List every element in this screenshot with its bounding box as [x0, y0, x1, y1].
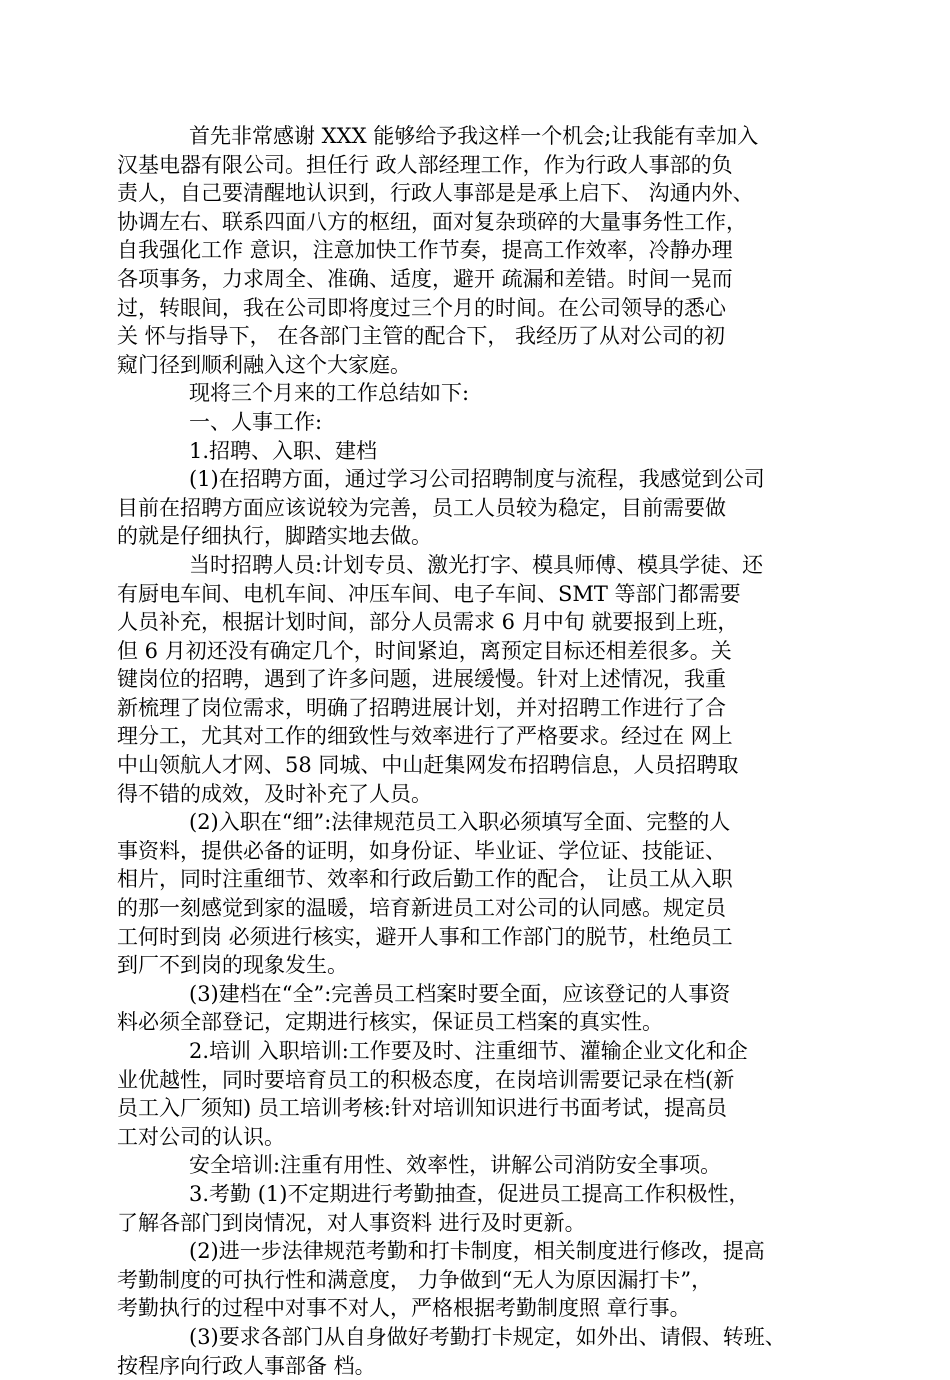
- text-line: 理分工，尤其对工作的细致性与效率进行了严格要求。经过在 网上: [117, 724, 733, 749]
- document-body: [117, 122, 835, 1380]
- text-line: 关 怀与指导下， 在各部门主管的配合下， 我经历了从对公司的初: [117, 324, 726, 349]
- text-line: 目前在招聘方面应该说较为完善，员工人员较为稳定，目前需要做: [117, 495, 726, 520]
- text-line: 员工入厂须知) 员工培训考核:针对培训知识进行书面考试，提高员: [117, 1096, 727, 1121]
- text-line: 新梳理了岗位需求，明确了招聘进展计划，并对招聘工作进行了合: [117, 695, 726, 720]
- text-line: 一、人事工作:: [189, 409, 323, 434]
- text-line: 的就是仔细执行，脚踏实地去做。: [117, 524, 432, 549]
- text-line: 但 6 月初还没有确定几个，时间紧迫，离预定目标还相差很多。关: [117, 638, 732, 663]
- text-line: 责人，自己要清醒地认识到，行政人事部是是承上启下、 沟通内外、: [117, 181, 754, 206]
- text-line: 工何时到岗 必须进行核实，避开人事和工作部门的脱节，杜绝员工: [117, 924, 733, 949]
- text-line: 有厨电车间、电机车间、冲压车间、电子车间、SMT 等部门都需要: [117, 581, 741, 606]
- text-line: (2)入职在“细”:法律规范员工入职必须填写全面、完整的人: [189, 810, 731, 835]
- text-line: 业优越性，同时要培育员工的积极态度，在岗培训需要记录在档(新: [117, 1067, 735, 1092]
- text-line: 考勤执行的过程中对事不对人，严格根据考勤制度照 章行事。: [117, 1296, 691, 1321]
- text-line: 2.培训 入职培训:工作要及时、注重细节、灌输企业文化和企: [189, 1039, 748, 1063]
- text-line: (1)在招聘方面，通过学习公司招聘制度与流程，我感觉到公司: [189, 467, 765, 492]
- text-line: 3.考勤 (1)不定期进行考勤抽查，促进员工提高工作积极性，: [189, 1181, 750, 1206]
- text-line: 1.招聘、入职、建档: [189, 438, 378, 463]
- text-line: 料必须全部登记，定期进行核实，保证员工档案的真实性。: [117, 1010, 663, 1035]
- text-line: 到厂不到岗的现象发生。: [117, 953, 348, 978]
- text-line: 窥门径到顺利融入这个大家庭。: [117, 352, 411, 377]
- text-line: 中山领航人才网、58 同城、中山赶集网发布招聘信息，人员招聘取: [117, 753, 739, 778]
- text-line: 首先非常感谢 XXX 能够给予我这样一个机会;让我能有幸加入: [189, 124, 759, 148]
- text-line: 按程序向行政人事部备 档。: [117, 1353, 376, 1378]
- text-line: 考勤制度的可执行性和满意度， 力争做到“无人为原因漏打卡”，: [117, 1267, 713, 1292]
- text-line: 安全培训:注重有用性、效率性，讲解公司消防安全事项。: [189, 1153, 722, 1178]
- text-line: 得不错的成效，及时补充了人员。: [117, 781, 432, 806]
- text-line: 各项事务，力求周全、准确、适度，避开 疏漏和差错。时间一晃而: [117, 266, 733, 291]
- text-line: (3)要求各部门从自身做好考勤打卡规定，如外出、请假、转班、: [189, 1324, 786, 1349]
- text-line: 相片，同时注重细节、效率和行政后勤工作的配合， 让员工从入职: [117, 867, 733, 892]
- text-line: 协调左右、联系四面八方的枢纽，面对复杂琐碎的大量事务性工作，: [117, 209, 747, 234]
- text-line: 人员补充，根据计划时间，部分人员需求 6 月中旬 就要报到上班，: [117, 610, 739, 635]
- text-line: 过，转眼间，我在公司即将度过三个月的时间。在公司领导的悉心: [117, 295, 726, 320]
- text-line: 的那一刻感觉到家的温暖，培育新进员工对公司的认同感。规定员: [117, 896, 726, 921]
- text-line: (3)建档在“全”:完善员工档案时要全面，应该登记的人事资: [189, 981, 731, 1006]
- text-line: 汉基电器有限公司。担任行 政人部经理工作，作为行政人事部的负: [117, 152, 733, 177]
- text-line: 自我强化工作 意识，注意加快工作节奏，提高工作效率，冷静办理: [117, 238, 733, 263]
- text-line: 工对公司的认识。: [117, 1124, 285, 1149]
- text-line: 了解各部门到岗情况，对人事资料 进行及时更新。: [117, 1210, 586, 1235]
- text-line: 事资料，提供必备的证明，如身份证、毕业证、学位证、技能证、: [117, 838, 726, 863]
- text-line: 键岗位的招聘，遇到了许多问题，进展缓慢。针对上述情况，我重: [117, 667, 726, 692]
- text-line: 当时招聘人员:计划专员、激光打字、模具师傅、模具学徒、还: [189, 552, 764, 577]
- text-line: 现将三个月来的工作总结如下:: [189, 381, 470, 406]
- text-line: (2)进一步法律规范考勤和打卡制度，相关制度进行修改，提高: [189, 1239, 765, 1264]
